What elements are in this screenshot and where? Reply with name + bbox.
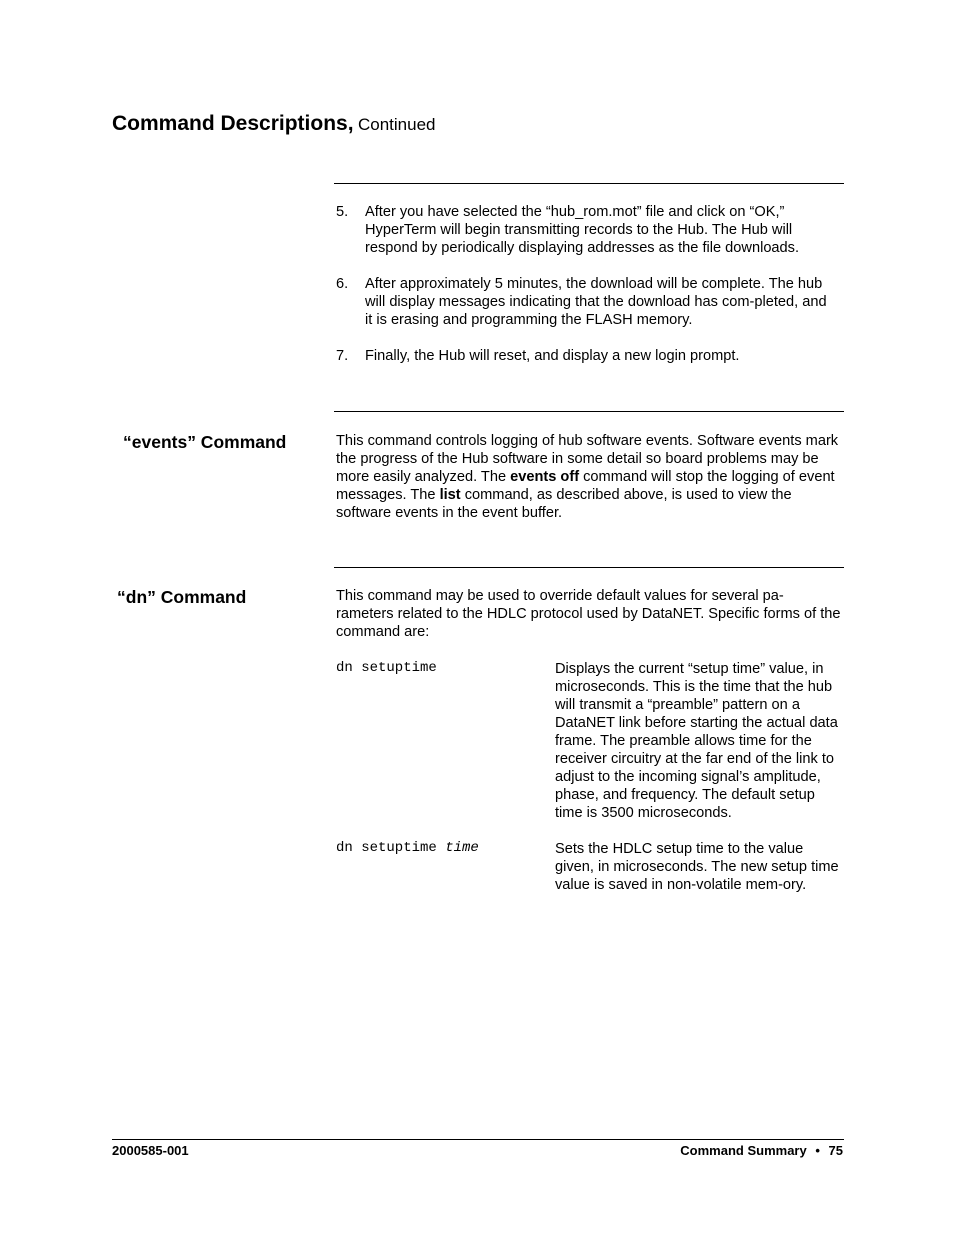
title-main: Command Descriptions, bbox=[112, 112, 354, 135]
section-divider bbox=[334, 567, 844, 568]
dn-form-command bbox=[336, 840, 479, 856]
events-text-2: command will stop the logging of event messages. The bbox=[336, 469, 835, 503]
command-text: dn setuptime bbox=[336, 660, 437, 676]
events-text-1: This command controls logging of hub software events. Software events mark the progress of the Hub software in some detail so board problems may be more easily analyzed. The bbox=[336, 433, 839, 485]
footer-divider bbox=[112, 1139, 844, 1140]
command-text: dn setuptime bbox=[336, 840, 446, 856]
events-off-keyword: events off bbox=[510, 469, 580, 485]
step-text: Finally, the Hub will reset, and display a new login prompt. bbox=[365, 348, 740, 364]
list-item bbox=[336, 203, 836, 257]
title-continued: Continued bbox=[358, 115, 436, 134]
footer-bullet: • bbox=[815, 1143, 820, 1158]
footer-doc-number: 2000585-001 bbox=[112, 1143, 189, 1158]
footer-section: Command Summary bbox=[680, 1143, 807, 1158]
section-divider bbox=[334, 411, 844, 412]
dn-intro: This command may be used to override default values for several pa-rameters related to the HDLC protocol used by DataNET. Specific forms of the command are: bbox=[336, 588, 841, 640]
dn-command-heading: “dn” Command bbox=[117, 587, 247, 607]
events-command-heading: “events” Command bbox=[123, 432, 287, 452]
command-argument: time bbox=[445, 840, 479, 856]
step-text: After approximately 5 minutes, the download will be complete. The hub will display messages indicating that the download has com-pleted, and it is erasing and programming the FLASH memory. bbox=[365, 276, 827, 328]
section-divider bbox=[334, 183, 844, 184]
download-steps-list bbox=[336, 203, 836, 383]
step-number: 6. bbox=[336, 276, 349, 292]
step-number: 5. bbox=[336, 204, 349, 220]
footer-page-info bbox=[680, 1143, 843, 1158]
dn-form-description: Displays the current “setup time” value, in microseconds. This is the time that the hub will transmit a “preamble” pattern on a DataNET link before starting the actual data frame. The preamble allows time for the receiver circuitry at the far end of the link to adjust to the incoming signal’s amplitude, phase, and frequency. The default setup time is 3500 microseconds. bbox=[555, 661, 838, 821]
footer-page-number: 75 bbox=[828, 1143, 843, 1158]
dn-form-description: Sets the HDLC setup time to the value given, in microseconds. The new setup time value is saved in non-volatile mem-ory. bbox=[555, 841, 839, 893]
events-text-3: command, as described above, is used to view the software events in the event buffer. bbox=[336, 487, 792, 521]
events-description bbox=[336, 432, 841, 522]
list-item bbox=[336, 275, 836, 329]
step-number: 7. bbox=[336, 348, 349, 364]
list-keyword: list bbox=[439, 487, 461, 503]
page-title bbox=[112, 112, 436, 136]
dn-form-command bbox=[336, 660, 437, 676]
list-item bbox=[336, 347, 836, 365]
step-text: After you have selected the “hub_rom.mot” file and click on “OK,” HyperTerm will begin transmitting records to the Hub. The Hub will respond by periodically displaying addresses as the file downloads. bbox=[365, 204, 800, 256]
